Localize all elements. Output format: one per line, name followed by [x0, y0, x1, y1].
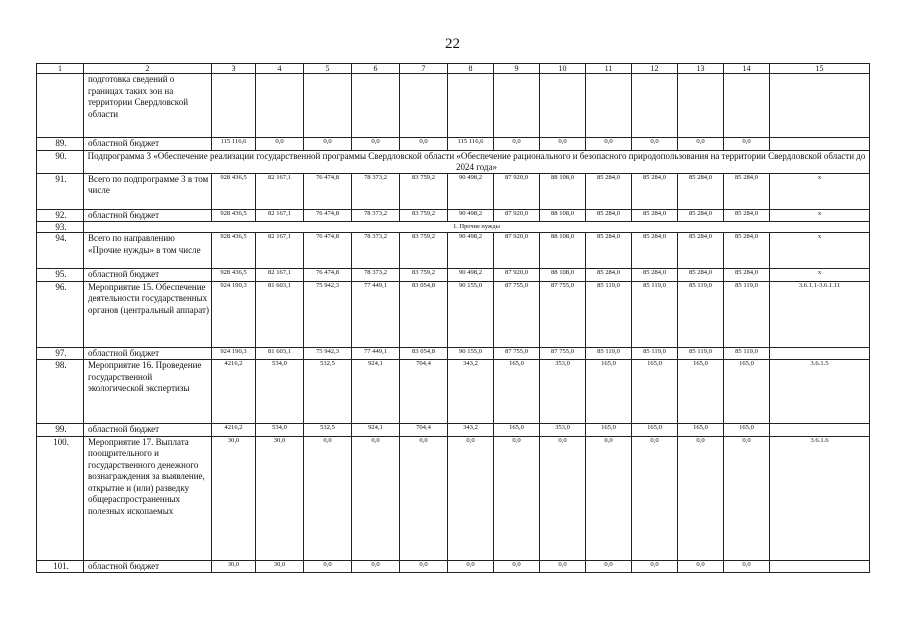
- value-cell: [678, 74, 724, 138]
- value-cell: 85 119,0: [724, 347, 770, 360]
- value-cell: 0,0: [400, 436, 448, 560]
- value-cell: 924 190,3: [212, 281, 256, 347]
- header-cell: 5: [304, 64, 352, 74]
- value-cell: 0,0: [494, 436, 540, 560]
- table-row: [37, 222, 870, 233]
- table-row: [37, 138, 870, 151]
- value-cell: 0,0: [352, 138, 400, 151]
- value-cell: 0,0: [632, 436, 678, 560]
- value-cell: 924,1: [352, 360, 400, 424]
- row-name: Мероприятие 17. Выплата поощрительного и государственного денежного вознаграждения за выявление, открытие и (или) разведку общераспространенных полезных ископаемых: [84, 436, 212, 560]
- value-cell: 87 920,0: [494, 173, 540, 209]
- value-cell: 85 284,0: [724, 269, 770, 282]
- value-cell: 0,0: [304, 436, 352, 560]
- value-cell: [212, 74, 256, 138]
- value-cell: 165,0: [494, 424, 540, 437]
- value-cell: 4216,2: [212, 360, 256, 424]
- value-cell: 85 119,0: [586, 281, 632, 347]
- value-cell: 704,4: [400, 424, 448, 437]
- value-cell: 0,0: [494, 560, 540, 573]
- value-cell: 343,2: [448, 360, 494, 424]
- value-cell: 353,0: [540, 360, 586, 424]
- row-name: областной бюджет: [84, 560, 212, 573]
- value-cell: 534,0: [256, 360, 304, 424]
- value-cell: [352, 74, 400, 138]
- value-cell: 85 284,0: [678, 209, 724, 222]
- row-number: 96.: [37, 281, 84, 347]
- row-name: Мероприятие 15. Обеспечение деятельности государственных органов (центральный аппарат): [84, 281, 212, 347]
- row-name: областной бюджет: [84, 209, 212, 222]
- value-cell: 76 474,8: [304, 209, 352, 222]
- value-cell: 88 108,0: [540, 269, 586, 282]
- budget-table: [36, 63, 870, 573]
- value-cell: 90 498,2: [448, 269, 494, 282]
- row-number: 101.: [37, 560, 84, 573]
- target-code-cell: x: [770, 209, 870, 222]
- value-cell: 0,0: [540, 138, 586, 151]
- value-cell: 87 755,0: [540, 281, 586, 347]
- value-cell: 90 155,0: [448, 281, 494, 347]
- value-cell: 0,0: [586, 138, 632, 151]
- table-row: [37, 424, 870, 437]
- value-cell: 75 942,3: [304, 347, 352, 360]
- value-cell: 76 474,8: [304, 233, 352, 269]
- value-cell: 78 373,2: [352, 233, 400, 269]
- target-code-cell: x: [770, 269, 870, 282]
- header-cell: 15: [770, 64, 870, 74]
- row-number: [37, 74, 84, 138]
- value-cell: 30,0: [256, 436, 304, 560]
- header-cell: 10: [540, 64, 586, 74]
- value-cell: 165,0: [586, 360, 632, 424]
- value-cell: 928 436,5: [212, 173, 256, 209]
- value-cell: 85 284,0: [724, 233, 770, 269]
- value-cell: 77 449,1: [352, 281, 400, 347]
- value-cell: 83 759,2: [400, 233, 448, 269]
- row-number: 98.: [37, 360, 84, 424]
- header-cell: 6: [352, 64, 400, 74]
- value-cell: 85 119,0: [632, 281, 678, 347]
- value-cell: 353,0: [540, 424, 586, 437]
- value-cell: 85 284,0: [586, 269, 632, 282]
- value-cell: 165,0: [494, 360, 540, 424]
- value-cell: 0,0: [632, 560, 678, 573]
- header-cell: 2: [84, 64, 212, 74]
- value-cell: 82 167,1: [256, 209, 304, 222]
- value-cell: 76 474,8: [304, 269, 352, 282]
- value-cell: 85 119,0: [678, 281, 724, 347]
- value-cell: 165,0: [632, 424, 678, 437]
- value-cell: 4216,2: [212, 424, 256, 437]
- value-cell: 115 116,6: [212, 138, 256, 151]
- value-cell: 165,0: [724, 360, 770, 424]
- table-row: [37, 233, 870, 269]
- row-number: 95.: [37, 269, 84, 282]
- row-number: 94.: [37, 233, 84, 269]
- row-name: областной бюджет: [84, 138, 212, 151]
- value-cell: 83 054,8: [400, 281, 448, 347]
- row-number: 92.: [37, 209, 84, 222]
- value-cell: 90 498,2: [448, 233, 494, 269]
- value-cell: 88 108,0: [540, 233, 586, 269]
- value-cell: 85 284,0: [678, 173, 724, 209]
- value-cell: 87 920,0: [494, 233, 540, 269]
- value-cell: 0,0: [724, 138, 770, 151]
- row-name: Всего по подпрограмме 3 в том числе: [84, 173, 212, 209]
- value-cell: 532,5: [304, 360, 352, 424]
- value-cell: 81 603,1: [256, 281, 304, 347]
- value-cell: 76 474,8: [304, 173, 352, 209]
- value-cell: 165,0: [586, 424, 632, 437]
- value-cell: 534,0: [256, 424, 304, 437]
- value-cell: 0,0: [724, 560, 770, 573]
- row-number: 89.: [37, 138, 84, 151]
- header-cell: 7: [400, 64, 448, 74]
- header-cell: 8: [448, 64, 494, 74]
- value-cell: 0,0: [540, 436, 586, 560]
- target-code-cell: [770, 424, 870, 437]
- value-cell: 0,0: [448, 436, 494, 560]
- value-cell: 90 498,2: [448, 209, 494, 222]
- value-cell: 85 284,0: [632, 173, 678, 209]
- target-code-cell: 3.6.1.5: [770, 360, 870, 424]
- table-row: [37, 173, 870, 209]
- table-row: [37, 209, 870, 222]
- section-title: 1. Прочие нужды: [84, 222, 870, 233]
- value-cell: 83 759,2: [400, 269, 448, 282]
- value-cell: 30,0: [256, 560, 304, 573]
- row-number: 91.: [37, 173, 84, 209]
- row-name: Всего по направлению «Прочие нужды» в том числе: [84, 233, 212, 269]
- value-cell: 87 755,0: [494, 347, 540, 360]
- value-cell: 85 284,0: [632, 269, 678, 282]
- value-cell: [400, 74, 448, 138]
- value-cell: 85 119,0: [586, 347, 632, 360]
- value-cell: 85 284,0: [724, 173, 770, 209]
- target-code-cell: [770, 347, 870, 360]
- value-cell: 83 054,8: [400, 347, 448, 360]
- value-cell: 85 284,0: [586, 209, 632, 222]
- value-cell: 0,0: [400, 138, 448, 151]
- value-cell: 30,0: [212, 436, 256, 560]
- table-row: [37, 74, 870, 138]
- header-cell: 14: [724, 64, 770, 74]
- target-code-cell: 3.6.1.1-3.6.1.11: [770, 281, 870, 347]
- value-cell: 82 167,1: [256, 269, 304, 282]
- value-cell: 87 755,0: [540, 347, 586, 360]
- value-cell: 78 373,2: [352, 269, 400, 282]
- value-cell: 0,0: [678, 560, 724, 573]
- value-cell: 75 942,3: [304, 281, 352, 347]
- value-cell: 30,0: [212, 560, 256, 573]
- value-cell: 0,0: [352, 436, 400, 560]
- row-number: 90.: [37, 150, 84, 173]
- value-cell: 85 284,0: [632, 233, 678, 269]
- value-cell: 78 373,2: [352, 209, 400, 222]
- row-number: 93.: [37, 222, 84, 233]
- value-cell: 85 284,0: [586, 173, 632, 209]
- value-cell: 0,0: [448, 560, 494, 573]
- row-name: областной бюджет: [84, 347, 212, 360]
- value-cell: 0,0: [256, 138, 304, 151]
- target-code-cell: [770, 74, 870, 138]
- value-cell: 85 284,0: [678, 233, 724, 269]
- value-cell: 85 119,0: [678, 347, 724, 360]
- value-cell: 85 119,0: [632, 347, 678, 360]
- value-cell: 77 449,1: [352, 347, 400, 360]
- value-cell: 165,0: [724, 424, 770, 437]
- table-row: [37, 347, 870, 360]
- value-cell: 115 116,6: [448, 138, 494, 151]
- value-cell: 165,0: [678, 424, 724, 437]
- value-cell: 928 436,5: [212, 209, 256, 222]
- value-cell: 165,0: [632, 360, 678, 424]
- value-cell: 924 190,3: [212, 347, 256, 360]
- value-cell: 928 436,5: [212, 269, 256, 282]
- value-cell: [494, 74, 540, 138]
- target-code-cell: x: [770, 173, 870, 209]
- value-cell: 78 373,2: [352, 173, 400, 209]
- value-cell: 82 167,1: [256, 233, 304, 269]
- header-cell: 11: [586, 64, 632, 74]
- value-cell: 0,0: [678, 436, 724, 560]
- table-row: [37, 436, 870, 560]
- value-cell: 0,0: [494, 138, 540, 151]
- header-cell: 13: [678, 64, 724, 74]
- row-name: подготовка сведений о границах таких зон на территории Свердловской области: [84, 74, 212, 138]
- value-cell: 0,0: [540, 560, 586, 573]
- value-cell: 85 284,0: [586, 233, 632, 269]
- value-cell: 85 284,0: [678, 269, 724, 282]
- value-cell: 85 284,0: [632, 209, 678, 222]
- row-number: 97.: [37, 347, 84, 360]
- page-number: 22: [445, 36, 460, 52]
- value-cell: 0,0: [304, 560, 352, 573]
- table-row: [37, 269, 870, 282]
- value-cell: 87 920,0: [494, 269, 540, 282]
- row-name: областной бюджет: [84, 424, 212, 437]
- header-cell: 1: [37, 64, 84, 74]
- table-row: [37, 360, 870, 424]
- header-cell: 3: [212, 64, 256, 74]
- value-cell: [724, 74, 770, 138]
- value-cell: [448, 74, 494, 138]
- target-code-cell: [770, 560, 870, 573]
- value-cell: 81 603,1: [256, 347, 304, 360]
- header-cell: 4: [256, 64, 304, 74]
- target-code-cell: 3.6.1.6: [770, 436, 870, 560]
- value-cell: 0,0: [586, 560, 632, 573]
- value-cell: 924,1: [352, 424, 400, 437]
- value-cell: 85 119,0: [724, 281, 770, 347]
- value-cell: 90 498,2: [448, 173, 494, 209]
- row-name: Мероприятие 16. Проведение государственной экологической экспертизы: [84, 360, 212, 424]
- header-row: [37, 64, 870, 74]
- target-code-cell: [770, 138, 870, 151]
- value-cell: 90 155,0: [448, 347, 494, 360]
- value-cell: 85 284,0: [724, 209, 770, 222]
- value-cell: 165,0: [678, 360, 724, 424]
- header-cell: 12: [632, 64, 678, 74]
- value-cell: 83 759,2: [400, 209, 448, 222]
- table-row: [37, 281, 870, 347]
- subprogram-title: Подпрограмма 3 «Обеспечение реализации государственной программы Свердловской области «Обеспечение рационального и безопасного природопользования на территории Свердловской области до 2024 года»: [84, 150, 870, 173]
- value-cell: 928 436,5: [212, 233, 256, 269]
- table-row: [37, 560, 870, 573]
- value-cell: 87 755,0: [494, 281, 540, 347]
- value-cell: 83 759,2: [400, 173, 448, 209]
- value-cell: 0,0: [632, 138, 678, 151]
- value-cell: [540, 74, 586, 138]
- value-cell: 704,4: [400, 360, 448, 424]
- row-number: 99.: [37, 424, 84, 437]
- value-cell: [586, 74, 632, 138]
- value-cell: [304, 74, 352, 138]
- value-cell: 0,0: [586, 436, 632, 560]
- value-cell: 0,0: [400, 560, 448, 573]
- value-cell: 343,2: [448, 424, 494, 437]
- value-cell: 82 167,1: [256, 173, 304, 209]
- target-code-cell: x: [770, 233, 870, 269]
- value-cell: 532,5: [304, 424, 352, 437]
- row-name: областной бюджет: [84, 269, 212, 282]
- value-cell: 87 920,0: [494, 209, 540, 222]
- value-cell: 0,0: [304, 138, 352, 151]
- value-cell: [632, 74, 678, 138]
- value-cell: 0,0: [724, 436, 770, 560]
- header-cell: 9: [494, 64, 540, 74]
- table-row: [37, 150, 870, 173]
- value-cell: 88 108,0: [540, 173, 586, 209]
- value-cell: [256, 74, 304, 138]
- value-cell: 0,0: [352, 560, 400, 573]
- row-number: 100.: [37, 436, 84, 560]
- value-cell: 0,0: [678, 138, 724, 151]
- value-cell: 88 108,0: [540, 209, 586, 222]
